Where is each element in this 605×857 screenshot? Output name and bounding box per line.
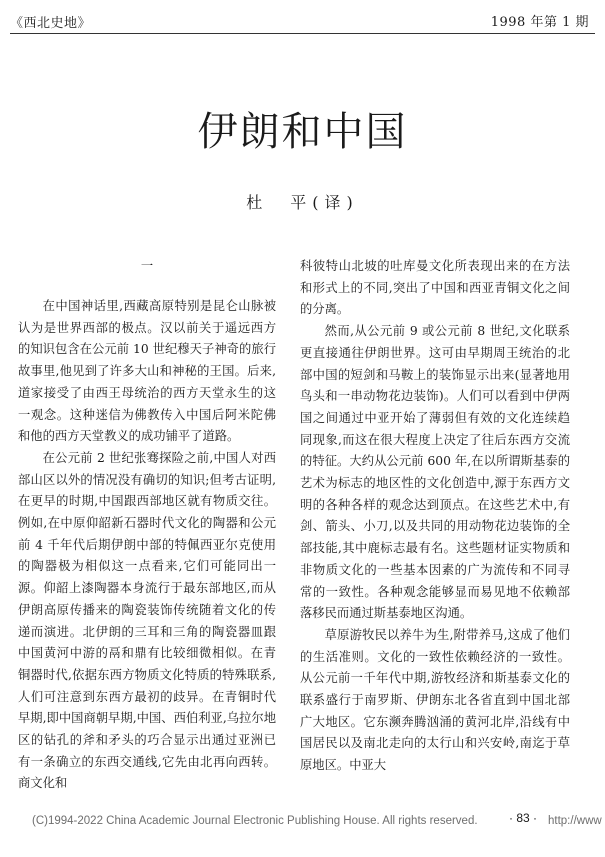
body-paragraph: 在公元前 2 世纪张骞探险之前,中国人对西部山区以外的情况没有确切的知识;但考古证明,在更早的时期,中国跟西部地区就有物质交往。例如,在中原仰韶新石器时代文化的陶器和公元前 4 千年代后期伊朗中部的特佩西亚尔克使用的陶器极为相似这一点看来,它们可能同出一源。仰韶上漆陶器本身流行于最东部地区,而从伊朗高原传播来的陶瓷装饰传统随着文化的传递而演进。北伊朗的三耳和三角的陶瓷器皿跟中国黄河中游的鬲和鼎有比较细微相似。在青铜器时代,依据东西方物质文化特质的特殊联系,人们可注意到东西方最初的歧异。在青铜时代早期,即中国商朝早期,中国、西伯利亚,乌拉尔地区的钻孔的斧和矛头的巧合显示出通过亚洲已有一条确立的东西交通线,它先由北再向西转。商文化和: [18, 450, 276, 791]
footer-url: http://www: [548, 815, 602, 827]
article-title: 伊朗和中国: [197, 109, 408, 155]
issue-label: 1998 年第 1 期: [490, 15, 589, 30]
body-paragraph-continuation: 科彼特山北坡的吐库曼文化所表现出来的在方法和形式上的不同,突出了中国和西亚青铜文化之间的分离。: [300, 259, 570, 317]
right-column: [300, 256, 570, 777]
header-divider: [10, 33, 595, 34]
left-column: [18, 256, 276, 795]
body-paragraph: 草原游牧民以养牛为生,附带养马,这成了他们的生活准则。文化的一致性依赖经济的一致性。从公元前一千年代中期,游牧经济和斯基泰文化的联系盛行于南罗斯、伊朗东北各省直到中国北部广大地区。它东濒奔腾汹涌的黄河北岸,沿线有中国居民以及南北走向的太行山和兴安岭,南迄于草原地区。中亚大: [300, 627, 570, 773]
journal-name: 《西北史地》: [10, 16, 92, 31]
body-paragraph: 然而,从公元前 9 或公元前 8 世纪,文化联系更直接通往伊朗世界。这可由早期周王统治的北部中国的短剑和马鞍上的装饰显示出来(显著地用鸟头和一串动物花边装饰)。人们可以看到中伊两国之间通过中亚开始了薄弱但有效的文化连续趋同现象,而这在很大程度上决定了往后东西方交流的特征。大约从公元前 600 年,在以所谓斯基泰的艺术为标志的地区性的文化创造中,源于东西方文明的各种各样的观念达到顶点。在这些艺术中,有剑、箭头、小刀,以及共同的用动物花边装饰的全部技能,其中鹿标志最有名。这些题材证实物质和非物质文化的一些基本因素的广为流传和不同寻常的一致性。各种观念能够显而易见地不依赖部落移民而通过斯基泰地区沟通。: [300, 324, 570, 621]
copyright-notice: (C)1994-2022 China Academic Journal Electronic Publishing House. All rights reserved.: [32, 815, 478, 827]
page-number: · 83 ·: [509, 811, 538, 825]
section-number: 一: [140, 259, 154, 273]
article-author: 杜 平(译): [246, 193, 359, 212]
body-paragraph: 在中国神话里,西藏高原特别是昆仑山脉被认为是世界西部的极点。汉以前关于遥远西方的知识包含在公元前 10 世纪穆天子神奇的旅行故事里,他见到了许多大山和神秘的王国。后来,道家接受了由西王母统治的西方天堂永生的这一观念。这种迷信为佛教传入中国后阿米陀佛和他的西方天堂教义的成功铺平了道路。: [18, 299, 276, 444]
